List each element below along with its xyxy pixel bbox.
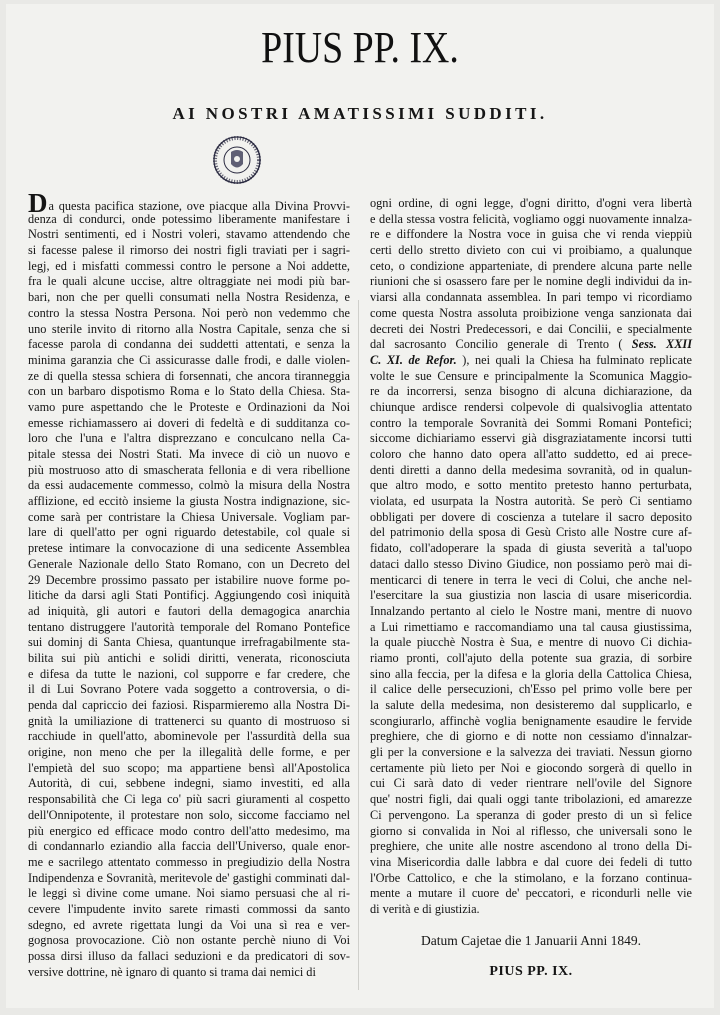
text-segment: le leggi sì divine come umane. Noi siamo persuasi che al ri- bbox=[28, 886, 350, 901]
text-segment: possa dirsi illuso da fallaci seduzioni e da predicatori di sov- bbox=[28, 949, 350, 963]
text-segment: uno sterile invito di ritorno alla Nostra Capitale, senza che si bbox=[28, 321, 350, 336]
text-line bbox=[28, 541, 350, 557]
text-line bbox=[370, 573, 692, 589]
text-line bbox=[370, 886, 692, 902]
text-segment: più mostruoso atto di smascherata fellonia e di vera ribellione bbox=[28, 462, 350, 477]
text-line bbox=[28, 871, 350, 887]
text-segment: que' nostri figli, dai quali oggi tante tribolazioni, ed amarezze bbox=[370, 792, 692, 807]
text-line bbox=[28, 227, 350, 243]
text-segment: chiunque ardisce rendersi colpevole di qualsivoglia attentato bbox=[370, 399, 692, 414]
text-segment: gli per la conversione e la salvezza dei traviati. Nessun giorno bbox=[370, 745, 692, 760]
text-line bbox=[28, 667, 350, 683]
text-segment: sino alla feccia, per la difesa e la gloria della Cattolica Chiesa, bbox=[370, 666, 692, 681]
text-line bbox=[28, 792, 350, 808]
text-segment: denza di condurci, onde potessimo liberamente manifestare i bbox=[28, 211, 350, 226]
text-segment: la quale piucchè Nostra è Sua, e mentre di nuovo Ci dichia- bbox=[370, 635, 692, 650]
text-segment: facesse parola di condanna dei suddetti attentati, e senza la bbox=[28, 337, 350, 352]
text-segment: ), nei quali la Chiesa ha fulminato replicate bbox=[456, 352, 692, 367]
text-line bbox=[370, 667, 692, 683]
text-segment: Autorità, di cui, sebbene indegni, siamo investiti, ed alla bbox=[28, 776, 350, 791]
text-segment: come sarà per contristare la Chiesa Universale. Vogliam par- bbox=[28, 509, 350, 524]
drop-cap: D bbox=[28, 188, 48, 218]
text-segment: decreti dei Nostri Predecessori, e dai Concilii, e specialmente bbox=[370, 321, 692, 336]
text-line bbox=[28, 698, 350, 714]
text-segment: ogni ordine, di ogni legge, d'ogni diritto, d'ogni vera libertà bbox=[370, 196, 692, 210]
text-segment: racchiude in quell'atto, abominevole per l'assurdità della sua bbox=[28, 729, 350, 744]
text-line bbox=[370, 792, 692, 808]
text-segment: a questa pacifica stazione, ove piacque alla Divina Provvi- bbox=[48, 199, 350, 213]
text-line bbox=[370, 855, 692, 871]
text-segment: e difesa da tutte le nazioni, col supporre e far credere, che bbox=[28, 666, 350, 681]
text-line bbox=[370, 463, 692, 479]
text-segment: gognosa provocazione. Ciò non ostante perchè niuno di Voi bbox=[28, 933, 350, 948]
text-line bbox=[370, 698, 692, 714]
text-line bbox=[370, 384, 692, 400]
text-line bbox=[370, 808, 692, 824]
text-line bbox=[370, 290, 692, 306]
text-segment: l'esercitare la sua giustizia non lascia di usare misericordia. bbox=[370, 588, 692, 603]
text-segment: scongiurarlo, affinchè voglia benignamente esaudire le fervide bbox=[370, 713, 692, 728]
text-line bbox=[28, 431, 350, 447]
text-segment: il calice delle persecuzioni, ch'Esso pel primo volle bere per bbox=[370, 682, 692, 697]
text-line bbox=[28, 384, 350, 400]
text-segment: dal sacrosanto Concilio generale di Trento ( bbox=[370, 337, 632, 352]
text-segment: afflizione, ed eccitò insieme la giusta Nostra indignazione, sic- bbox=[28, 494, 350, 509]
left-column bbox=[28, 188, 350, 980]
text-line bbox=[28, 369, 350, 385]
text-segment: pretese intimare la convocazione di una sedicente Assemblea bbox=[28, 541, 350, 556]
text-segment: viarsi alla condannata assemblea. In pari tempo vi ricordiamo bbox=[370, 290, 692, 305]
citation-italic: Sess. XXII bbox=[631, 337, 692, 352]
text-segment: penda dal capriccio dei faziosi. Risparmieremo alla Nostra Di- bbox=[28, 698, 350, 712]
text-line bbox=[370, 369, 692, 385]
text-line bbox=[28, 274, 350, 290]
text-line bbox=[370, 635, 692, 651]
text-line bbox=[370, 400, 692, 416]
column-divider bbox=[358, 300, 359, 990]
date-line: Datum Cajetae die 1 Januarii Anni 1849. bbox=[420, 933, 642, 948]
text-line bbox=[28, 510, 350, 526]
text-line bbox=[28, 651, 350, 667]
text-segment: Indipendenza e Sovranità, meritevole de' gastighi comminati dal- bbox=[28, 870, 350, 885]
text-line bbox=[370, 243, 692, 259]
library-stamp-icon bbox=[212, 135, 262, 185]
text-segment: mente a mutare il cuore de' peccatori, e ricondurli nelle vie bbox=[370, 886, 692, 901]
text-line bbox=[370, 322, 692, 338]
text-segment: giorno si convalida in Noi al riflesso, che universali sono le bbox=[370, 823, 692, 838]
text-segment: l'empietà del suo scopo; ma appartiene bensì all'Apostolica bbox=[28, 760, 350, 775]
signature: PIUS PP. IX. bbox=[489, 964, 573, 979]
text-segment: versive dottrine, nè ignaro di quanto si trama dai nemici di bbox=[28, 964, 316, 979]
text-line bbox=[370, 902, 692, 918]
text-segment: coloro che hanno dato opera all'atto suddetto, ed ai prece- bbox=[370, 447, 692, 461]
text-segment: riunioni che si osassero fare per le nomine degli individui da in- bbox=[370, 274, 692, 289]
text-line bbox=[28, 337, 350, 353]
text-line bbox=[370, 431, 692, 447]
text-segment: e della stessa vostra felicità, vogliamo oggi nuovamente innalza- bbox=[370, 211, 692, 226]
text-line bbox=[370, 259, 692, 275]
text-segment: violata, ed usurpata la Nostra autorità. Se però Ci sentiamo bbox=[370, 494, 692, 509]
text-segment: Generale Nazionale dello Stato Romano, con un Decreto del bbox=[28, 556, 350, 571]
text-segment: certamente più lieto per Noi e giocondo sorgerà di quello in bbox=[370, 760, 692, 775]
text-line bbox=[370, 494, 692, 510]
text-segment: cevere l'impudente invito sarete rimasti commossi da santo bbox=[28, 901, 350, 916]
text-segment: Ci pervengono. La speranza di goder presto di un sì felice bbox=[370, 807, 692, 822]
text-segment: la salute della medesima, non desisteremo dal supplicarlo, e bbox=[370, 698, 692, 712]
text-line bbox=[370, 557, 692, 573]
text-line bbox=[370, 227, 692, 243]
text-segment: si facesse palese il rimorso dei nostri figli traviati per i sagri- bbox=[28, 243, 350, 258]
text-segment: re da incorrersi, senza bisogno di alcuna dichiarazione, da bbox=[370, 384, 692, 399]
text-segment: sui dominj di Santa Chiesa, quantunque irrefragabilmente sta- bbox=[28, 635, 350, 650]
text-segment: come questa Nostra assoluta proibizione venga sanzionata dai bbox=[370, 305, 692, 320]
text-line bbox=[370, 776, 692, 792]
text-segment: cui Ci sarà dato di veder rientrare nell'ovile del Signore bbox=[370, 776, 692, 791]
text-segment: emesse richiamassero ai doveri di fedeltà e di sudditanza co- bbox=[28, 415, 350, 430]
text-line bbox=[28, 188, 350, 218]
text-line bbox=[28, 635, 350, 651]
text-line bbox=[370, 353, 692, 369]
text-segment: con un barbaro dispotismo Roma e lo Stato della Chiesa. Sta- bbox=[28, 384, 350, 399]
text-segment: preghiere, che unite alle nostre ascendono al trono della Di- bbox=[370, 839, 692, 854]
text-segment: a Lui rimettiamo e raccomandiamo una tal causa giustissima, bbox=[370, 619, 692, 634]
text-segment: ad iniquità, gli autori e fautori della demagogica anarchia bbox=[28, 603, 350, 618]
text-line bbox=[370, 682, 692, 698]
text-line bbox=[28, 918, 350, 934]
text-line bbox=[28, 714, 350, 730]
text-line bbox=[28, 824, 350, 840]
text-line bbox=[370, 871, 692, 887]
text-segment: denti diretti a danno della medesima sovranità, od in qualun- bbox=[370, 462, 692, 477]
text-segment: preghiere, che di giorno e di notte non cessiamo d'innalzar- bbox=[370, 729, 692, 744]
text-line bbox=[370, 541, 692, 557]
text-line bbox=[28, 949, 350, 965]
text-line bbox=[28, 322, 350, 338]
text-line bbox=[28, 761, 350, 777]
text-segment: siccome dichiariamo esservi già disgraziatamente incorsi tutti bbox=[370, 431, 692, 446]
text-line bbox=[370, 729, 692, 745]
text-line bbox=[28, 729, 350, 745]
text-line bbox=[28, 839, 350, 855]
text-segment: bari, non che per quelli consumati nella Nostra Residenza, e bbox=[28, 290, 350, 305]
text-segment: lare di quell'atto per ogni riguardo detestabile, col quale si bbox=[28, 525, 350, 540]
text-segment: dataci dallo stesso Divino Giudice, non possiamo però mai di- bbox=[370, 556, 692, 571]
text-segment: me e sacrilego attentato commesso in pregiudizio della Nostra bbox=[28, 854, 350, 869]
text-line bbox=[370, 416, 692, 432]
text-segment: legj, ed i misfatti commessi contro le persone a Noi addette, bbox=[28, 258, 350, 273]
text-segment: 29 Decembre prossimo passato per istabilire nuove forme po- bbox=[28, 572, 350, 587]
text-segment: sdegno, ed avrete rigettata lungi da Voi una sì rea e ver- bbox=[28, 917, 350, 932]
text-segment: tentano distruggere l'autorità temporale del Romano Pontefice bbox=[28, 619, 350, 634]
text-segment: Innalzando pertanto al cielo le Nostre mani, mentre di nuovo bbox=[370, 603, 692, 618]
text-segment: vamo pure aspettando che le Proteste e Ordinazioni da Noi bbox=[28, 399, 350, 414]
text-line bbox=[370, 620, 692, 636]
page-title: PIUS PP. IX. bbox=[261, 23, 459, 72]
text-segment: fidato, coll'adoperare la spada di giusta severità a tal'uopo bbox=[370, 541, 692, 556]
text-line bbox=[28, 463, 350, 479]
text-segment: bilita sui più antichi e solidi diritti, venerata, riconosciuta bbox=[28, 650, 350, 665]
text-line bbox=[28, 306, 350, 322]
text-line bbox=[28, 447, 350, 463]
text-line bbox=[28, 855, 350, 871]
text-line bbox=[28, 588, 350, 604]
text-line bbox=[370, 306, 692, 322]
text-line bbox=[28, 353, 350, 369]
text-line bbox=[370, 337, 692, 353]
text-line bbox=[370, 745, 692, 761]
text-line bbox=[28, 933, 350, 949]
text-line bbox=[28, 416, 350, 432]
text-line bbox=[28, 745, 350, 761]
text-segment: del patrimonio della sposa di Gesù Cristo alle Nostre cure af- bbox=[370, 525, 692, 540]
text-line bbox=[28, 494, 350, 510]
text-line bbox=[28, 965, 350, 981]
text-segment: que altro modo, e sotto mentito pretesto hanno perturbata, bbox=[370, 478, 692, 493]
text-segment: menticarci di tenere in terra le veci di Colui, che anche nel- bbox=[370, 572, 692, 587]
text-line bbox=[370, 274, 692, 290]
text-line bbox=[28, 886, 350, 902]
text-segment: Nostri sentimenti, ed i Nostri voleri, stavamo attendendo che bbox=[28, 227, 350, 242]
text-segment: origine, non meno che per la illegalità delle forme, e per bbox=[28, 745, 350, 760]
text-segment: vina Misericordia dalle labbra e dal cuore dei fedeli di tutto bbox=[370, 854, 692, 869]
text-segment: obbligati per dovere di coscienza a tutelare il sacro deposito bbox=[370, 509, 692, 524]
text-line bbox=[28, 478, 350, 494]
text-segment: pitale stessa dei Nostri Stati. Ma invece di ciò un nuovo e bbox=[28, 447, 350, 461]
page-subtitle: AI NOSTRI AMATISSIMI SUDDITI. bbox=[172, 104, 548, 123]
text-line bbox=[370, 588, 692, 604]
text-line bbox=[28, 620, 350, 636]
text-line bbox=[370, 212, 692, 228]
right-column bbox=[370, 196, 692, 918]
text-line bbox=[370, 525, 692, 541]
text-line bbox=[28, 243, 350, 259]
text-segment: il di Lui Sovrano Potere vada soggetto a controversia, o di- bbox=[28, 682, 350, 697]
citation-italic: C. XI. de Refor. bbox=[370, 352, 457, 367]
text-line bbox=[370, 478, 692, 494]
text-line bbox=[370, 447, 692, 463]
text-line bbox=[28, 682, 350, 698]
text-segment: fra le quali alcune uccise, altre oltraggiate nei modi più bar- bbox=[28, 274, 350, 289]
text-line bbox=[370, 824, 692, 840]
text-segment: ceto, o condizione apparteniate, di prendere alcuna parte nelle bbox=[370, 258, 692, 273]
text-line bbox=[370, 510, 692, 526]
text-segment: da essi audacemente commesso, colmò la misura della Nostra bbox=[28, 478, 350, 493]
text-segment: volte le sue Censure e principalmente la Scomunica Maggio- bbox=[370, 368, 692, 383]
text-line bbox=[370, 714, 692, 730]
text-segment: di condannarlo eziandio alla faccia dell'Universo, quale enor- bbox=[28, 839, 350, 854]
text-line bbox=[370, 604, 692, 620]
text-line bbox=[28, 573, 350, 589]
text-line bbox=[28, 212, 350, 228]
text-segment: dell'Onnipotente, il protestare non solo, siccome facciamo nel bbox=[28, 807, 350, 822]
text-segment: minima garanzia che Ci assicurasse dalle frodi, e dalle violen- bbox=[28, 352, 350, 367]
text-line bbox=[28, 557, 350, 573]
text-line bbox=[370, 839, 692, 855]
text-line bbox=[370, 651, 692, 667]
text-segment: re e diffondere la Nostra voce in guisa che vi renda vieppiù bbox=[370, 227, 692, 242]
text-segment: più energico ed efficace modo contro dell'atto medesimo, ma bbox=[28, 823, 350, 838]
text-line bbox=[28, 604, 350, 620]
text-line bbox=[370, 196, 692, 212]
text-line bbox=[28, 902, 350, 918]
text-segment: gnità la umiliazione di trattenerci su quanto di mostruoso si bbox=[28, 713, 350, 728]
text-segment: contro la stessa Nostra Persona. Noi però non vedemmo che bbox=[28, 305, 350, 320]
text-segment: riamo pronti, coll'ajuto della potente sua grazia, di sorbire bbox=[370, 650, 692, 665]
text-line bbox=[28, 808, 350, 824]
text-segment: loro che l'una e l'altra disprezzano e conculcano nella Ca- bbox=[28, 431, 350, 446]
text-segment: contro la temporale Sovranità dei Sommi Romani Pontefici; bbox=[370, 415, 692, 430]
text-segment: l'Orbe Cattolico, e che la stimolano, e la forzano continua- bbox=[370, 870, 692, 885]
text-line bbox=[28, 290, 350, 306]
text-segment: responsabilità che Ci lega co' più sacri giuramenti al cospetto bbox=[28, 792, 350, 807]
text-line bbox=[28, 776, 350, 792]
text-line bbox=[28, 525, 350, 541]
text-segment: ze di quella stessa schiera di forsennati, che ancora tiranneggia bbox=[28, 368, 350, 383]
text-line bbox=[370, 761, 692, 777]
text-segment: litiche da darsi agli Stati Pontificj. Aggiungendo così iniquità bbox=[28, 588, 350, 603]
text-line bbox=[28, 400, 350, 416]
text-line bbox=[28, 259, 350, 275]
text-segment: certi dello stretto divieto con cui vi proibiamo, a qualunque bbox=[370, 243, 692, 258]
text-segment: di verità e di giustizia. bbox=[370, 901, 480, 916]
